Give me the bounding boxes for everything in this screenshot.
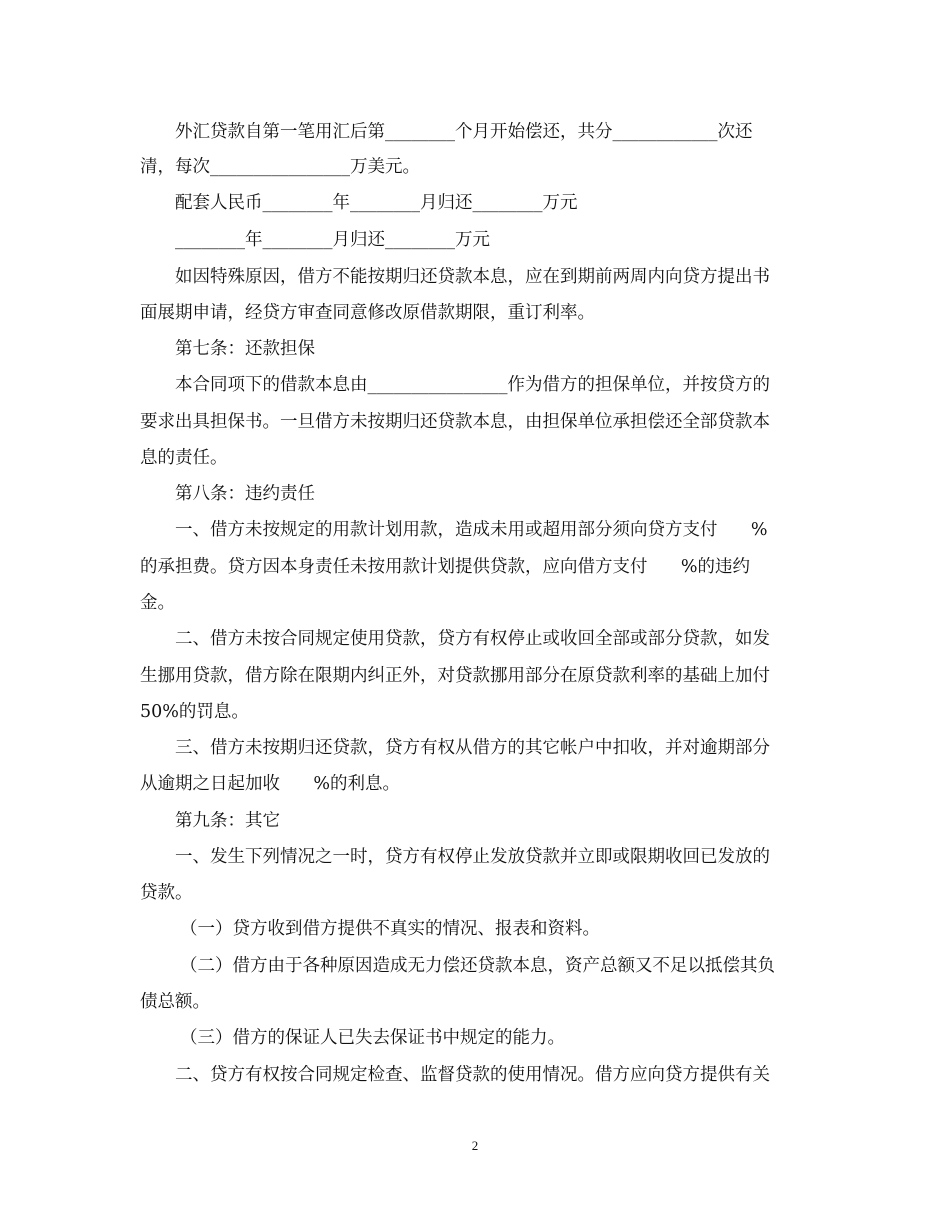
text-line: 的承担费。贷方因本身责任未按用款计划提供贷款，应向借方支付 %的违约 xyxy=(140,557,751,577)
text-line: 债总额。 xyxy=(140,992,210,1012)
text-line: 一、发生下列情况之一时，贷方有权停止发放贷款并立即或限期收回已发放的 xyxy=(175,847,770,867)
text-line: 一、借方未按规定的用款计划用款，造成未用或超用部分须向贷方支付 % xyxy=(175,520,768,540)
text-line: ________年________月归还________万元 xyxy=(175,230,490,250)
text-line: 配套人民币________年________月归还________万元 xyxy=(175,193,578,213)
text-line: （三）借方的保证人已失去保证书中规定的能力。 xyxy=(180,1028,565,1048)
text-line: 息的责任。 xyxy=(140,448,228,468)
text-line: 三、借方未按期归还贷款，贷方有权从借方的其它帐户中扣收，并对逾期部分 xyxy=(175,738,770,758)
text-line: 二、贷方有权按合同规定检查、监督贷款的使用情况。借方应向贷方提供有关 xyxy=(175,1065,770,1085)
text-line: 第九条：其它 xyxy=(175,811,280,831)
text-line: 金。 xyxy=(140,593,175,613)
text-line: 面展期申请，经贷方审查同意修改原借款期限，重订利率。 xyxy=(140,303,595,323)
text-line: 本合同项下的借款本息由________________作为借方的担保单位，并按贷方的 xyxy=(175,375,770,395)
text-line: 外汇贷款自第一笔用汇后第________个月开始偿还，共分____________次还 xyxy=(175,122,753,142)
text-line: 第八条：违约责任 xyxy=(175,484,315,504)
text-line: 生挪用贷款，借方除在限期内纠正外，对贷款挪用部分在原贷款利率的基础上加付 xyxy=(140,666,770,686)
text-line: 50%的罚息。 xyxy=(140,702,249,722)
text-line: 二、借方未按合同规定使用贷款，贷方有权停止或收回全部或部分贷款，如发 xyxy=(175,629,770,649)
text-line: 贷款。 xyxy=(140,883,193,903)
text-line: （一）贷方收到借方提供不真实的情况、报表和资料。 xyxy=(180,919,600,939)
text-line: 从逾期之日起加收 %的利息。 xyxy=(140,774,401,794)
text-line: 如因特殊原因，借方不能按期归还贷款本息，应在到期前两周内向贷方提出书 xyxy=(175,267,770,287)
page-number: 2 xyxy=(471,1138,479,1153)
text-line: 第七条：还款担保 xyxy=(175,339,315,359)
text-line: 清，每次________________万美元。 xyxy=(140,157,420,177)
text-line: 要求出具担保书。一旦借方未按期归还贷款本息，由担保单位承担偿还全部贷款本 xyxy=(140,412,770,432)
text-line: （二）借方由于各种原因造成无力偿还贷款本息，资产总额又不足以抵偿其负 xyxy=(180,956,775,976)
